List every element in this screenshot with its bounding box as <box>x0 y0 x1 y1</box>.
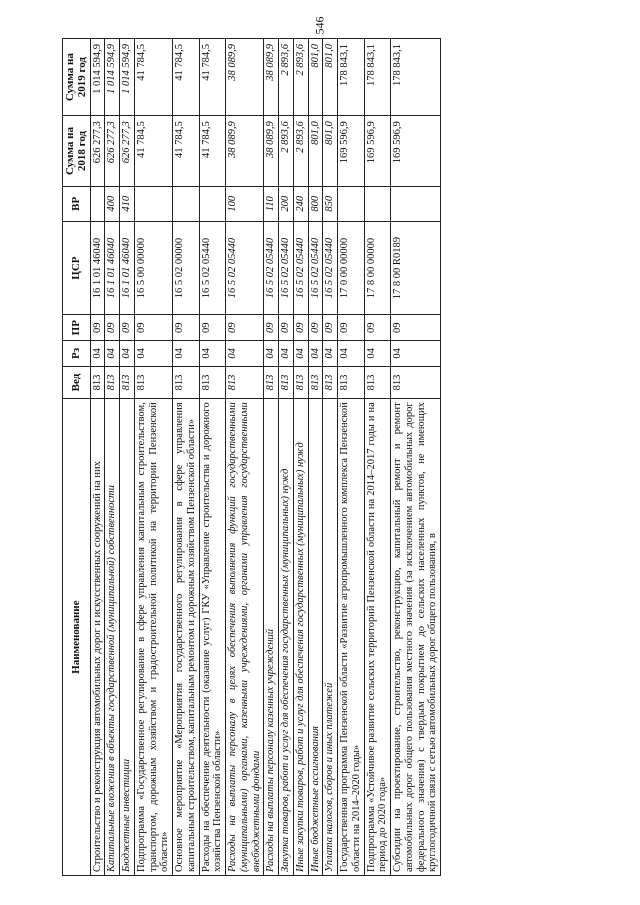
cell-vr: 410 <box>120 186 135 221</box>
cell-sum-2018: 801,0 <box>308 116 323 186</box>
table-row <box>264 39 279 876</box>
page-number: 546 <box>312 16 327 35</box>
cell-sum-2018: 41 784,5 <box>199 116 226 186</box>
cell-ved: 813 <box>364 366 391 399</box>
cell-name: Капитальные вложения в объекты государственной (муниципальной) собственности <box>105 399 120 876</box>
header-rz: Рз <box>63 341 91 367</box>
cell-rz: 04 <box>323 341 338 367</box>
table-row <box>105 39 120 876</box>
cell-sum-2018: 626 277,3 <box>90 116 105 186</box>
cell-pr: 09 <box>173 315 200 341</box>
cell-sum-2019: 801,0 <box>323 39 338 116</box>
header-csr: ЦСР <box>63 221 91 314</box>
cell-vr <box>199 186 226 221</box>
cell-ved: 813 <box>323 366 338 399</box>
cell-rz: 04 <box>120 341 135 367</box>
cell-vr <box>364 186 391 221</box>
cell-csr: 17 0 00 00000 <box>338 221 365 314</box>
cell-sum-2019: 1 014 594,9 <box>120 39 135 116</box>
cell-pr: 09 <box>226 315 264 341</box>
cell-rz: 04 <box>264 341 279 367</box>
cell-ved: 813 <box>90 366 105 399</box>
cell-sum-2018: 626 277,3 <box>120 116 135 186</box>
cell-pr: 09 <box>279 315 294 341</box>
cell-sum-2018: 41 784,5 <box>173 116 200 186</box>
cell-csr: 16 5 02 05440 <box>279 221 294 314</box>
cell-rz: 04 <box>364 341 391 367</box>
cell-name: Расходы на выплаты персоналу в целях обеспечения выполнения функций государственными (муниципальными) органами, казенными учреждениями, органами управления государственными внебюджетными фондами <box>226 399 264 876</box>
budget-table <box>62 38 441 876</box>
cell-sum-2019: 1 014 594,9 <box>105 39 120 116</box>
cell-sum-2019: 178 843,1 <box>364 39 391 116</box>
header-vr: ВР <box>63 186 91 221</box>
cell-ved: 813 <box>293 366 308 399</box>
cell-sum-2018: 38 089,9 <box>226 116 264 186</box>
cell-sum-2019: 38 089,9 <box>226 39 264 116</box>
cell-ved: 813 <box>134 366 172 399</box>
table-row <box>338 39 365 876</box>
table-row <box>134 39 172 876</box>
cell-ved: 813 <box>338 366 365 399</box>
cell-name: Иные закупки товаров, работ и услуг для обеспечения государственных (муниципальных) нужд <box>293 399 308 876</box>
cell-csr: 17 8 00 R0189 <box>391 221 441 314</box>
cell-pr: 09 <box>199 315 226 341</box>
cell-rz: 04 <box>293 341 308 367</box>
cell-vr: 100 <box>226 186 264 221</box>
cell-pr: 09 <box>391 315 441 341</box>
table-row <box>308 39 323 876</box>
cell-rz: 04 <box>199 341 226 367</box>
header-name: Наименование <box>63 399 91 876</box>
cell-pr: 09 <box>134 315 172 341</box>
cell-csr: 16 5 02 05440 <box>308 221 323 314</box>
cell-sum-2019: 2 893,6 <box>279 39 294 116</box>
cell-csr: 16 1 01 46040 <box>105 221 120 314</box>
cell-ved: 813 <box>391 366 441 399</box>
header-sum-2019: Сумма на 2019 год <box>63 39 91 116</box>
table-row <box>199 39 226 876</box>
cell-ved: 813 <box>120 366 135 399</box>
cell-ved: 813 <box>173 366 200 399</box>
header-ved: Вед <box>63 366 91 399</box>
cell-sum-2019: 38 089,9 <box>264 39 279 116</box>
cell-csr: 16 1 01 46040 <box>90 221 105 314</box>
cell-vr <box>90 186 105 221</box>
cell-rz: 04 <box>105 341 120 367</box>
cell-name: Иные бюджетные ассигнования <box>308 399 323 876</box>
cell-name: Расходы на выплаты персоналу казенных учреждений <box>264 399 279 876</box>
cell-name: Основное мероприятие «Мероприятия государственного регулирования в сфере управления капитальным строительством, капитальным ремонтом и дорожным хозяйством Пензенской области» <box>173 399 200 876</box>
cell-sum-2018: 169 596,9 <box>364 116 391 186</box>
header-sum-2018: Сумма на 2018 год <box>63 116 91 186</box>
cell-pr: 09 <box>364 315 391 341</box>
cell-pr: 09 <box>120 315 135 341</box>
table-row <box>90 39 105 876</box>
cell-pr: 09 <box>90 315 105 341</box>
table-row <box>293 39 308 876</box>
cell-rz: 04 <box>134 341 172 367</box>
cell-rz: 04 <box>226 341 264 367</box>
cell-rz: 04 <box>308 341 323 367</box>
table-row <box>364 39 391 876</box>
cell-sum-2019: 41 784,5 <box>173 39 200 116</box>
cell-rz: 04 <box>391 341 441 367</box>
cell-vr: 200 <box>279 186 294 221</box>
cell-pr: 09 <box>338 315 365 341</box>
cell-sum-2018: 2 893,6 <box>279 116 294 186</box>
table-row <box>279 39 294 876</box>
table-row <box>226 39 264 876</box>
table-row <box>120 39 135 876</box>
cell-csr: 16 5 02 00000 <box>173 221 200 314</box>
cell-sum-2019: 41 784,5 <box>199 39 226 116</box>
cell-csr: 16 5 02 05440 <box>199 221 226 314</box>
cell-vr: 850 <box>323 186 338 221</box>
cell-vr: 400 <box>105 186 120 221</box>
cell-sum-2019: 801,0 <box>308 39 323 116</box>
cell-ved: 813 <box>199 366 226 399</box>
cell-vr <box>391 186 441 221</box>
cell-name: Бюджетные инвестиции <box>120 399 135 876</box>
cell-vr: 110 <box>264 186 279 221</box>
cell-ved: 813 <box>279 366 294 399</box>
cell-sum-2018: 626 277,3 <box>105 116 120 186</box>
cell-csr: 17 8 00 00000 <box>364 221 391 314</box>
cell-name: Закупка товаров, работ и услуг для обеспечения государственных (муниципальных) нужд <box>279 399 294 876</box>
cell-pr: 09 <box>323 315 338 341</box>
cell-name: Строительство и реконструкция автомобильных дорог и искусственных сооружений на них <box>90 399 105 876</box>
cell-pr: 09 <box>293 315 308 341</box>
cell-sum-2018: 38 089,9 <box>264 116 279 186</box>
header-pr: ПР <box>63 315 91 341</box>
cell-name: Подпрограмма «Устойчивое развитие сельских территорий Пензенской области на 2014–2017 годы и на период до 2020 года» <box>364 399 391 876</box>
cell-vr <box>134 186 172 221</box>
cell-pr: 09 <box>308 315 323 341</box>
cell-rz: 04 <box>173 341 200 367</box>
cell-sum-2019: 1 014 594,9 <box>90 39 105 116</box>
cell-name: Государственная программа Пензенской области «Развитие агропромышленного комплекса Пензенской области на 2014–2020 годы» <box>338 399 365 876</box>
cell-sum-2018: 169 596,9 <box>338 116 365 186</box>
cell-rz: 04 <box>279 341 294 367</box>
cell-name: Уплата налогов, сборов и иных платежей <box>323 399 338 876</box>
cell-csr: 16 5 02 05440 <box>264 221 279 314</box>
cell-csr: 16 5 02 05440 <box>293 221 308 314</box>
table-row <box>391 39 441 876</box>
cell-sum-2019: 178 843,1 <box>391 39 441 116</box>
cell-csr: 16 1 01 46040 <box>120 221 135 314</box>
cell-pr: 09 <box>264 315 279 341</box>
table-row <box>173 39 200 876</box>
cell-vr <box>338 186 365 221</box>
cell-sum-2018: 2 893,6 <box>293 116 308 186</box>
cell-ved: 813 <box>105 366 120 399</box>
cell-csr: 16 5 02 05440 <box>323 221 338 314</box>
cell-vr: 800 <box>308 186 323 221</box>
cell-name: Субсидии на проектирование, строительство, реконструкцию, капитальный ремонт и ремонт автомобильных дорог общего пользования местного значения (за исключением автомобильных дорог федерального значения) с твердым покрытием до сельских населенных пунктов, не имеющих круглогодичной связи с сетью автомобильных дорог общего пользования, в <box>391 399 441 876</box>
header-row <box>63 39 91 876</box>
cell-csr: 16 5 02 05440 <box>226 221 264 314</box>
cell-rz: 04 <box>338 341 365 367</box>
cell-vr <box>173 186 200 221</box>
cell-name: Расходы на обеспечение деятельности (оказание услуг) ГКУ «Управление строительства и дорожного хозяйства Пензенской области» <box>199 399 226 876</box>
cell-sum-2019: 41 784,5 <box>134 39 172 116</box>
table-row <box>323 39 338 876</box>
cell-ved: 813 <box>308 366 323 399</box>
cell-sum-2018: 169 596,9 <box>391 116 441 186</box>
cell-name: Подпрограмма «Государственное регулирование в сфере управления капитальным строительством, транспортом, дорожным хозяйством и градостроительной политикой на территории Пензенской области» <box>134 399 172 876</box>
rotated-page-content <box>62 38 594 876</box>
cell-vr: 240 <box>293 186 308 221</box>
cell-pr: 09 <box>105 315 120 341</box>
cell-sum-2018: 801,0 <box>323 116 338 186</box>
cell-rz: 04 <box>90 341 105 367</box>
cell-csr: 16 5 00 00000 <box>134 221 172 314</box>
cell-ved: 813 <box>264 366 279 399</box>
cell-sum-2019: 2 893,6 <box>293 39 308 116</box>
cell-sum-2019: 178 843,1 <box>338 39 365 116</box>
cell-ved: 813 <box>226 366 264 399</box>
cell-sum-2018: 41 784,5 <box>134 116 172 186</box>
